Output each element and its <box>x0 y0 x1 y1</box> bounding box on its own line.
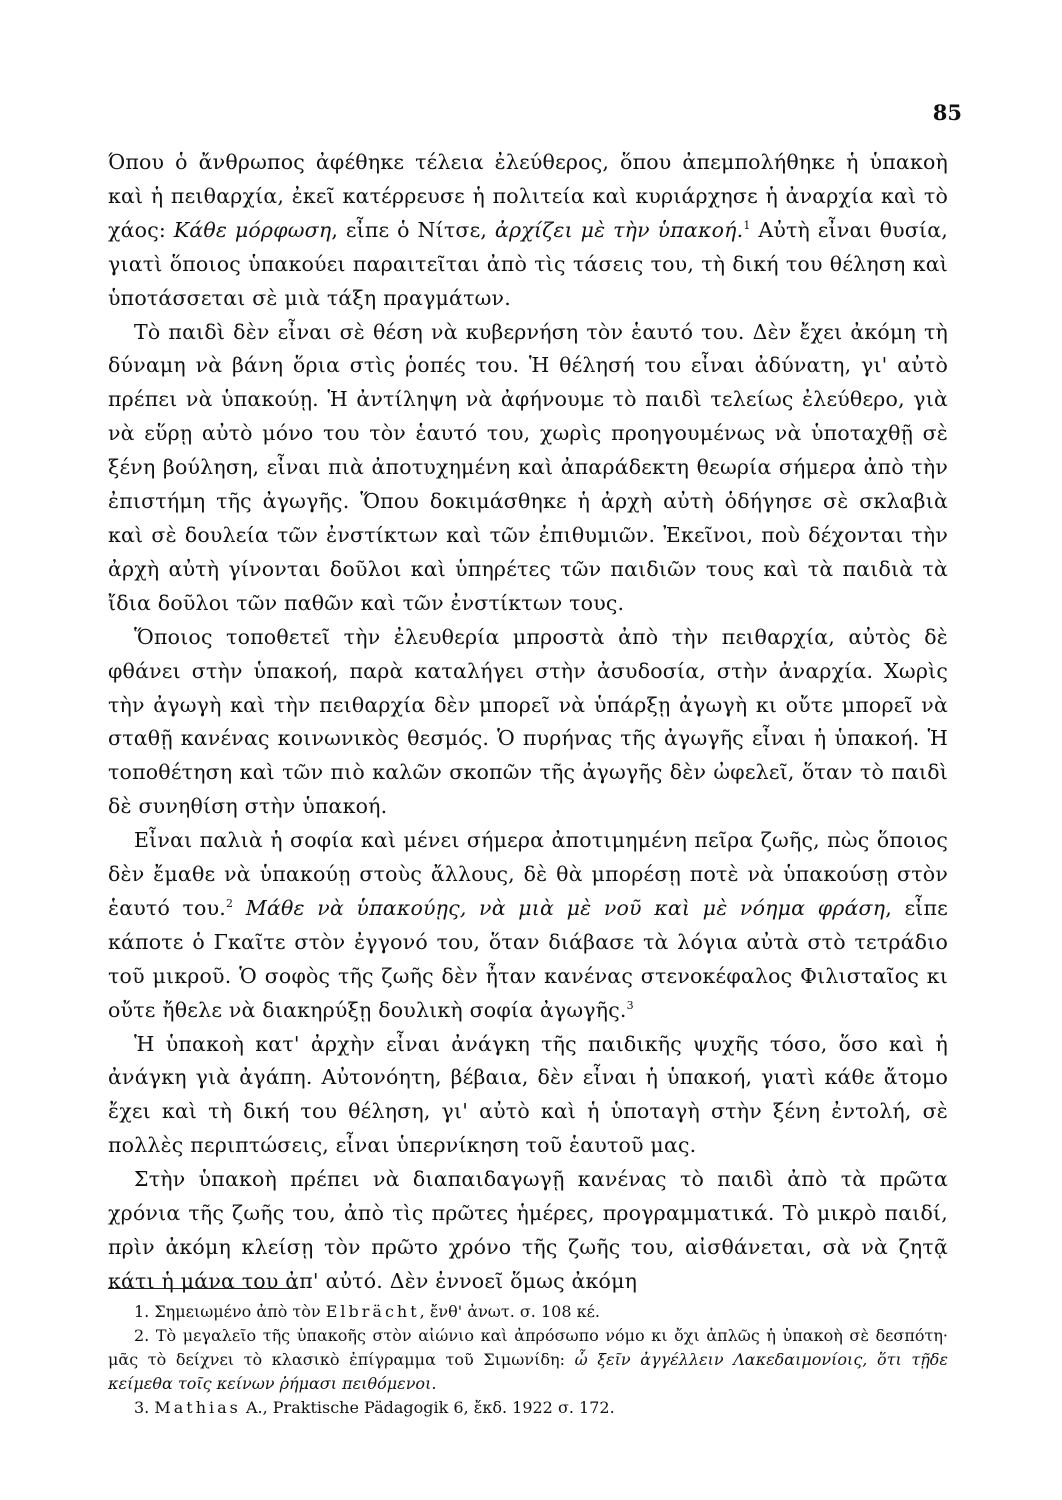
footnote-ref: 2 <box>225 896 234 910</box>
paragraph <box>108 146 948 316</box>
text-run: , εἶπε ὁ Νίτσε, <box>331 217 495 242</box>
paragraph <box>108 824 948 1027</box>
text-run: Ὅποιος τοποθετεῖ τὴν ἐλευθερία μπροστὰ ἀπὸ τὴν πειθαρχία, αὐτὸς δὲ φθάνει στὴν ὑπακοή, παρὰ καταλήγει στὴν ἀσυδοσία, στὴν ἀναρχία. Χωρὶς τὴν ἀγωγὴ καὶ τὴν πειθαρχία δὲν μπορεῖ νὰ ὑπάρξῃ ἀγωγὴ κι οὔτε μπορεῖ νὰ σταθῇ κανένας κοινωνικὸς θεσμός. Ὁ πυρήνας τῆς ἀγωγῆς εἶναι ἡ ὑπακοή. Ἡ τοποθέτηση καὶ τῶν πιὸ καλῶν σκοπῶν τῆς ἀγωγῆς δὲν ὠφελεῖ, ὅταν τὸ παιδὶ δὲ συνηθίση στὴν ὑπακοή. <box>108 624 948 819</box>
footnotes <box>108 1300 948 1420</box>
body-text <box>108 146 948 1299</box>
text-run: A., Praktische Pädagogik 6, ἔκδ. 1922 σ. 172. <box>240 1398 615 1417</box>
text-run: 2. Τὸ μεγαλεῖο τῆς ὑπακοῆς στὸν αἰώνιο καὶ ἀπρόσωπο νόμο κι ὄχι ἁπλῶς ἡ ὑπακοὴ σὲ δεσπότη· μᾶς τὸ δείχνει τὸ κλασικὸ ἐπίγραμμα τοῦ Σιμωνίδη: <box>108 1326 948 1369</box>
text-run: , ἔνθ' ἀνωτ. σ. 108 κέ. <box>419 1302 600 1321</box>
italic-quote: Κάθε μόρφωση <box>173 217 332 242</box>
page-number: 85 <box>932 100 962 125</box>
text-run: Ἡ ὑπακοὴ κατ' ἀρχὴν εἶναι ἀνάγκη τῆς παιδικῆς ψυχῆς τόσο, ὅσο καὶ ἡ ἀνάγκη γιὰ ἀγάπη. Αὐτονόητη, βέβαια, δὲν εἶναι ἡ ὑπακοή, γιατὶ κάθε ἄτομο ἔχει καὶ τὴ δική του θέληση, γι' αὐτὸ καὶ ἡ ὑποταγὴ στὴν ξένη ἐντολή, σὲ πολλὲς περιπτώσεις, εἶναι ὑπερνίκηση τοῦ ἑαυτοῦ μας. <box>108 1031 948 1158</box>
text-run: Εἶναι παλιὰ ἡ σοφία καὶ μένει σήμερα ἀποτιμημένη πεῖρα ζωῆς, πὼς ὅποιος δὲν ἔμαθε νὰ ὑπακούῃ στοὺς ἄλλους, δὲ θὰ μπορέσῃ ποτὲ νὰ ὑπακούσῃ στὸν ἑαυτό του. <box>108 828 948 920</box>
paragraph <box>108 1163 948 1299</box>
footnote-divider <box>108 1288 298 1289</box>
text-run: 3. <box>134 1398 155 1417</box>
footnote <box>108 1396 948 1420</box>
text-run: 1. Σημειωμένο ἀπὸ τὸν <box>134 1302 326 1321</box>
footnote <box>108 1324 948 1396</box>
author-name: Elbrächt <box>325 1302 420 1321</box>
italic-quote: ὦ ξεῖν ἀγγέλλειν Λακεδαιμονίοις, ὅτι τῇδε κείμεθα τοῖς κείνων ῥήμασι πειθόμενοι. <box>108 1350 949 1393</box>
footnote <box>108 1300 948 1324</box>
text-run: Τὸ παιδὶ δὲν εἶναι σὲ θέση νὰ κυβερνήση τὸν ἑαυτό του. Δὲν ἔχει ἀκόμη τὴ δύναμη νὰ βάνη ὅρια στὶς ῥοπές του. Ἡ θέλησή του εἶναι ἀδύνατη, γι' αὐτὸ πρέπει νὰ ὑπακούῃ. Ἡ ἀντίληψη νὰ ἀφήνουμε τὸ παιδὶ τελείως ἐλεύθερο, γιὰ νὰ εὕρῃ αὐτὸ μόνο του τὸν ἑαυτό του, χωρὶς προηγουμένως νὰ ὑποταχθῇ σὲ ξένη βούληση, εἶναι πιὰ ἀποτυχημένη καὶ ἀπαράδεκτη θεωρία σήμερα ἀπὸ τὴν ἐπιστήμη τῆς ἀγωγῆς. Ὅπου δοκιμάσθηκε ἡ ἀρχὴ αὐτὴ ὁδήγησε σὲ σκλαβιὰ καὶ σὲ δουλεία τῶν ἐνστίκτων καὶ τῶν ἐπιθυμιῶν. Ἐκεῖνοι, ποὺ δέχονται τὴν ἀρχὴ αὐτὴ γίνονται δοῦλοι καὶ ὑπηρέτες τῶν παιδιῶν τους καὶ τὰ παιδιὰ τὰ ἴδια δοῦλοι τῶν παθῶν καὶ τῶν ἐνστίκτων τους. <box>108 319 948 615</box>
paragraph <box>108 1028 948 1164</box>
text-run: , εἶπε κάποτε ὁ Γκαῖτε στὸν ἐγγονό του, ὅταν διάβασε τὰ λόγια αὐτὰ στὸ τετράδιο τοῦ μικροῦ. Ὁ σοφὸς τῆς ζωῆς δὲν ἦταν κανένας στενοκέφαλος Φιλισταῖος κι οὔτε ἤθελε νὰ διακηρύξῃ δουλικὴ σοφία ἀγωγῆς. <box>108 895 949 1022</box>
text-run: Αὐτὴ εἶναι θυσία, γιατὶ ὅποιος ὑπακούει παραιτεῖται ἀπὸ τὶς τάσεις του, τὴ δική του θέληση καὶ ὑποτάσσεται σὲ μιὰ τάξη πραγμάτων. <box>108 217 948 310</box>
text-run <box>233 896 246 920</box>
paragraph <box>108 316 948 621</box>
text-run: Στὴν ὑπακοὴ πρέπει νὰ διαπαιδαγωγῇ κανένας τὸ παιδὶ ἀπὸ τὰ πρῶτα χρόνια τῆς ζωῆς του, ἀπὸ τὶς πρῶτες ἡμέρες, προγραμματικά. Τὸ μικρὸ παιδί, πρὶν ἀκόμη κλείσῃ τὸν πρῶτο χρόνο τῆς ζωῆς του, αἰσθάνεται, σὰ νὰ ζητᾷ κάτι ἡ μάνα του ἀπ' αὐτό. Δὲν ἐννοεῖ ὅμως ἀκόμη <box>108 1167 948 1293</box>
text-run: Όπου ὁ ἄνθρωπος ἀφέθηκε τέλεια ἐλεύθερος, ὅπου ἀπεμπολήθηκε ἡ ὑπακοὴ καὶ ἡ πειθαρχία, ἐκεῖ κατέρρευσε ἡ πολιτεία καὶ κυριάρχησε ἡ ἀναρχία καὶ τὸ χάος: <box>108 150 948 242</box>
italic-quote: Μάθε νὰ ὑπακούῃς, νὰ μιὰ μὲ νοῦ καὶ μὲ νόημα φράση <box>245 895 886 920</box>
author-name: Mathias <box>154 1398 241 1417</box>
paragraph <box>108 621 948 824</box>
footnote-ref: 3 <box>626 998 634 1012</box>
footnote-ref: 1 <box>743 218 751 232</box>
italic-quote: ἀρχίζει μὲ τὴν ὑπακοή. <box>494 217 744 242</box>
